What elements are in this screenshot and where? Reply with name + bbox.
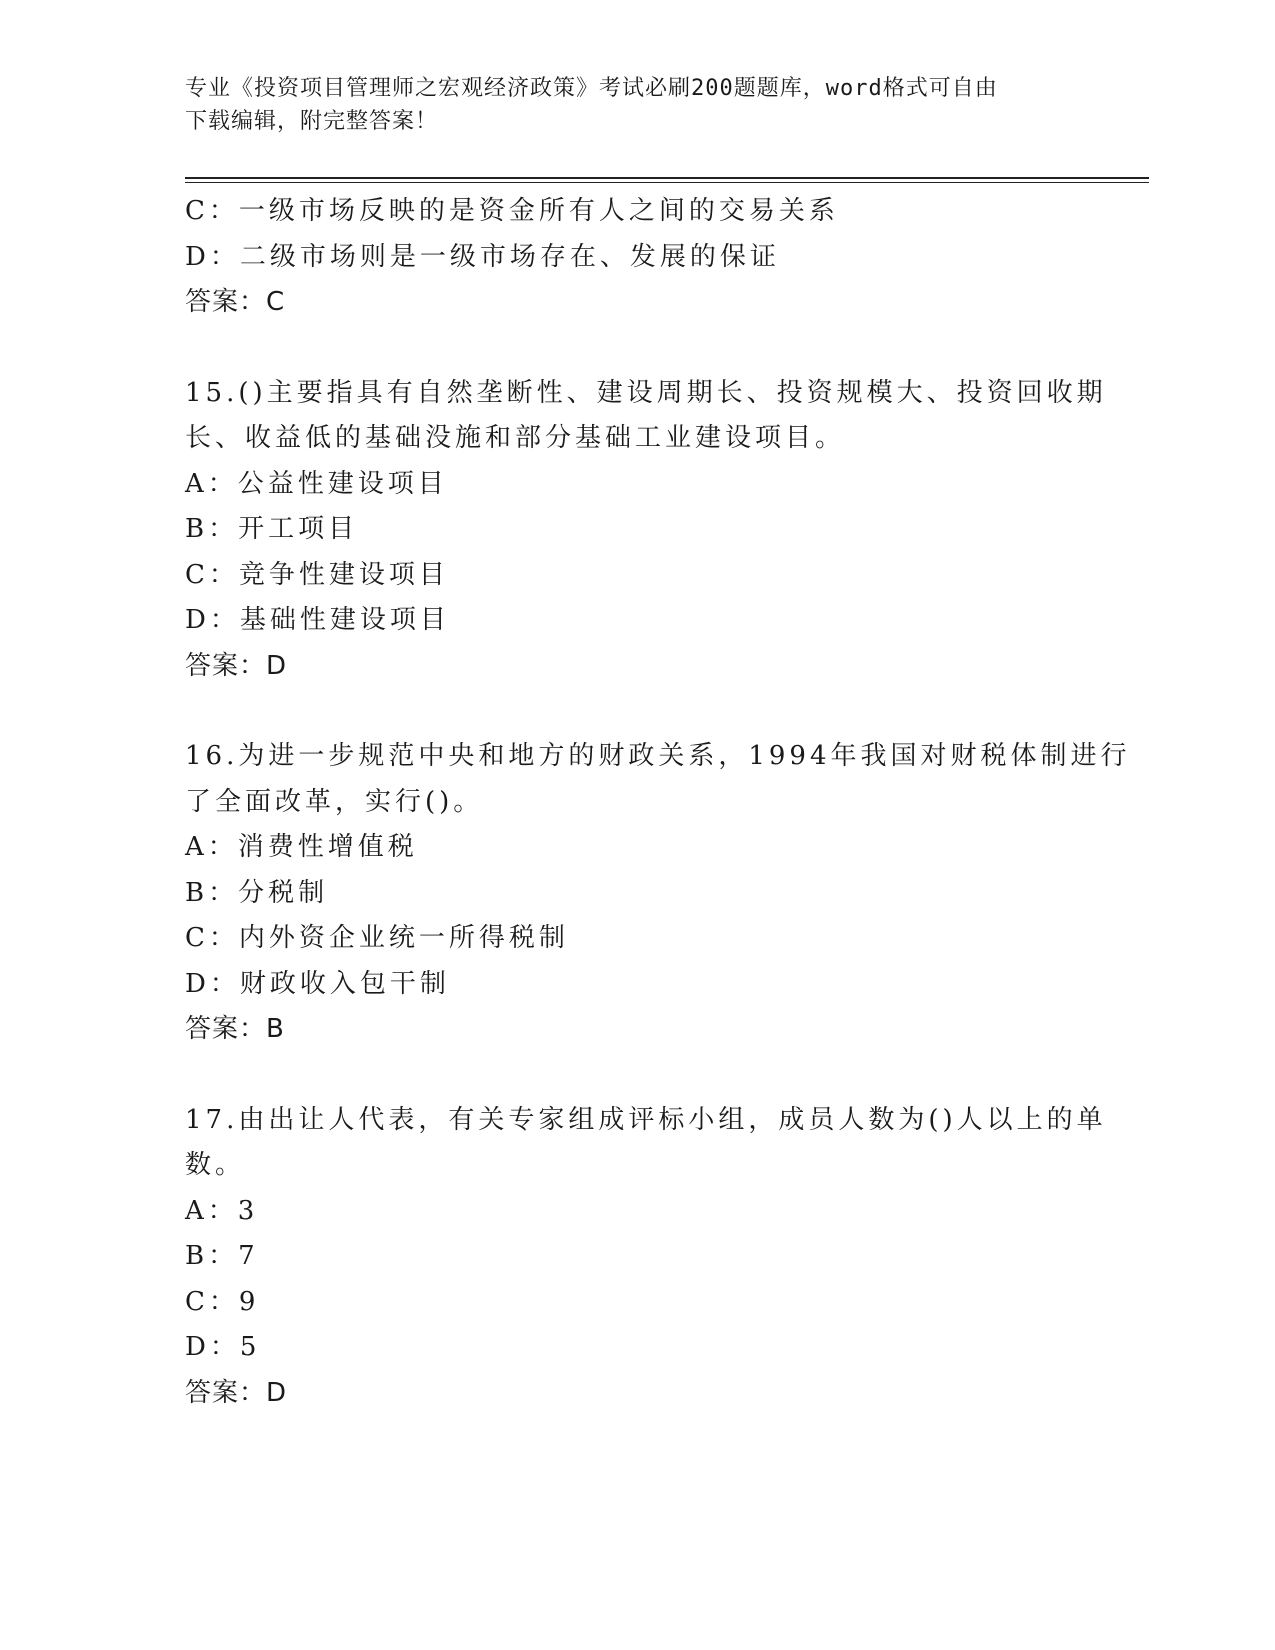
question-stem: 数。 (185, 1150, 246, 1180)
option-b: B：7 (185, 1241, 259, 1271)
question-stem: 15.()主要指具有自然垄断性、建设周期长、投资规模大、投资回收期 (185, 377, 1107, 408)
question-16 (185, 734, 1131, 1053)
option-b: B：分税制 (185, 877, 329, 908)
document-header (185, 72, 1065, 138)
question-stem: 16.为进一步规范中央和地方的财政关系，1994年我国对财税体制进行 (185, 741, 1131, 771)
header-line: 下载编辑，附完整答案！ (185, 109, 439, 134)
option-a: A：消费性增值税 (185, 832, 418, 862)
option-d: D：二级市场则是一级市场存在、发展的保证 (185, 241, 780, 272)
question-stem: 了全面改革，实行()。 (185, 786, 484, 817)
question-17 (185, 1098, 1107, 1417)
option-c: C：竞争性建设项目 (185, 559, 449, 590)
option-d: D：5 (185, 1332, 261, 1362)
option-b: B：开工项目 (185, 514, 359, 544)
header-line: 专业《投资项目管理师之宏观经济政策》考试必刷200题题库，word格式可自由 (185, 76, 998, 101)
continued-question (185, 189, 1085, 326)
option-a: A：公益性建设项目 (185, 468, 448, 499)
answer: 答案：D (185, 650, 288, 681)
answer: 答案：B (185, 1014, 285, 1044)
question-list (185, 189, 1131, 1416)
answer: 答案：D (185, 1377, 288, 1408)
option-d: D：基础性建设项目 (185, 605, 450, 635)
question-stem: 17.由出让人代表，有关专家组成评标小组，成员人数为()人以上的单 (185, 1104, 1107, 1135)
question-15 (185, 371, 1107, 690)
question-stem: 长、收益低的基础没施和部分基础工业建设项目。 (185, 423, 846, 453)
option-d: D：财政收入包干制 (185, 968, 450, 999)
header-divider (185, 182, 1149, 183)
option-c: C：一级市场反映的是资金所有人之间的交易关系 (185, 196, 839, 226)
header-divider (185, 177, 1149, 179)
answer: 答案：C (185, 287, 286, 317)
option-a: A：3 (185, 1195, 259, 1226)
option-c: C：9 (185, 1286, 260, 1317)
option-c: C：内外资企业统一所得税制 (185, 923, 569, 953)
